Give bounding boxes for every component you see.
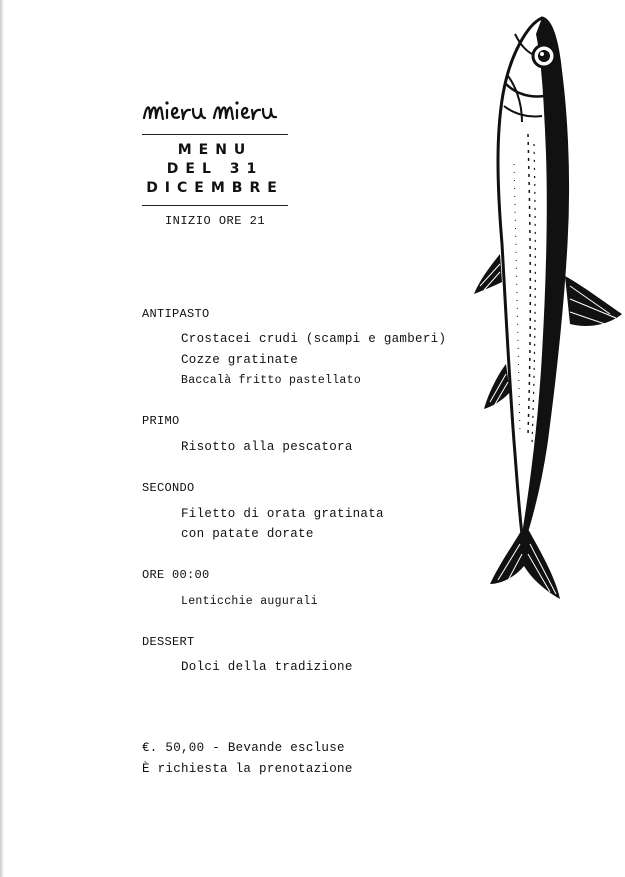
menu-item: Risotto alla pescatora — [181, 440, 353, 454]
menu-item: Crostacei crudi (scampi e gamberi) — [181, 332, 447, 346]
section-heading-secondo: SECONDO — [142, 481, 195, 495]
menu-title-line3: DICEMBRE — [146, 180, 284, 196]
menu-title-line2: DEL 31 — [166, 161, 264, 177]
menu-item: Baccalà fritto pastellato — [181, 374, 362, 387]
section-heading-primo: PRIMO — [142, 414, 180, 428]
brand-logo — [142, 94, 292, 128]
section-heading-dessert: DESSERT — [142, 635, 195, 649]
menu-item: con patate dorate — [181, 527, 314, 541]
start-time: INIZIO ORE 21 — [164, 214, 266, 228]
title-rule-top — [142, 134, 288, 135]
title-rule-bottom — [142, 205, 288, 206]
page-edge-shadow — [0, 0, 4, 877]
menu-item: Cozze gratinate — [181, 353, 299, 367]
menu-item: Filetto di orata gratinata — [181, 507, 384, 521]
price-note: €. 50,00 - Bevande escluse — [142, 741, 345, 755]
reservation-note: È richiesta la prenotazione — [142, 762, 353, 776]
section-heading-midnight: ORE 00:00 — [142, 568, 210, 582]
menu-item: Lenticchie augurali — [181, 595, 318, 608]
menu-title-line1: MENU — [177, 142, 253, 158]
menu-item: Dolci della tradizione — [181, 660, 353, 674]
fish-icon — [470, 14, 625, 604]
section-heading-antipasto: ANTIPASTO — [142, 307, 210, 321]
